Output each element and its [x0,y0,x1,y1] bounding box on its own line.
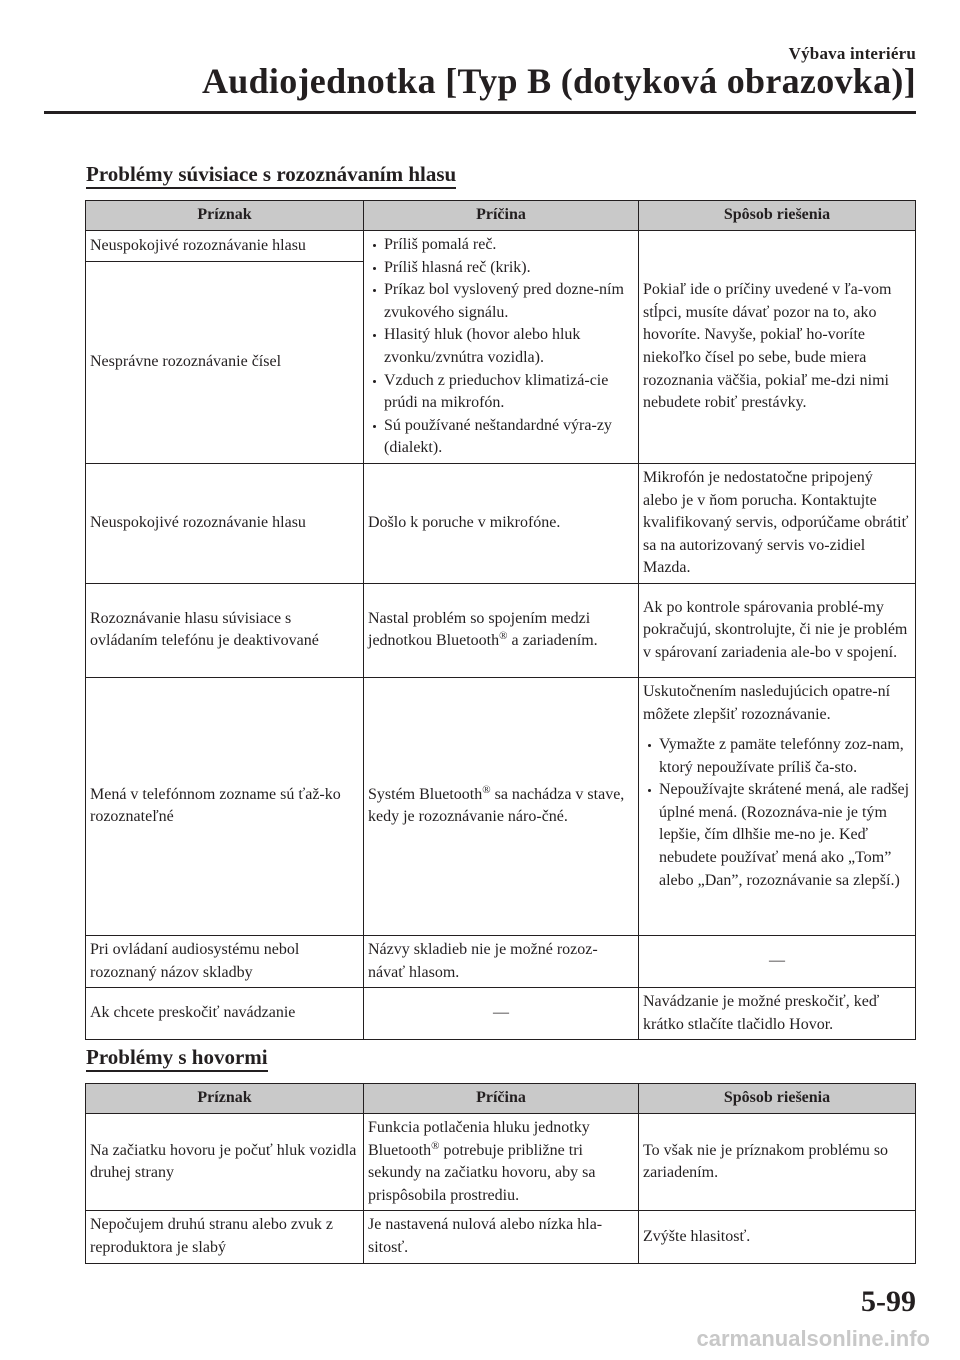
cause-text: Funkcia potlačenia hluku jednotky Bluetooth [368,1119,590,1159]
cause-list [368,234,634,460]
symptom-cell: Nepočujem druhú stranu alebo zvuk z reproduktora je slabý [86,1211,364,1263]
table-row [86,935,916,987]
table-header-row [86,1084,916,1114]
cause-cell: Došlo k poruche v mikrofóne. [364,463,639,583]
column-header-solution: Spôsob riešenia [639,201,916,231]
solution-cell: Mikrofón je nedostatočne pripojený alebo je v ňom porucha. Kontaktujte kvalifikovaný servis, odporúčame obrátiť sa na autorizovaný servis vo-zidiel Mazda. [639,463,916,583]
symptom-cell: Mená v telefónnom zozname sú ťaž-ko rozoznateľné [86,677,364,935]
cause-cell: Je nastavená nulová alebo nízka hla-sitosť. [364,1211,639,1263]
table-row [86,988,916,1040]
solution-cell: — [639,935,916,987]
cause-text-end: potrebuje približne tri sekundy na začiatku hovoru, aby sa prispôsobila prostrediu. [368,1141,596,1204]
list-item: Vymažte z pamäte telefónny zoz-nam, ktorý nepoužívate príliš ča-sto. [643,734,911,779]
list-item: Sú používané neštandardné výra-zy (dialekt). [368,415,634,460]
solution-cell: Ak po kontrole spárovania problé-my pokračujú, skontrolujte, či nie je problém v spárovaní zariadenia ale-bo v spojení. [639,583,916,677]
page-title: Audiojednotka [Typ B (dotyková obrazovka)] [201,61,916,101]
solution-cell [639,677,916,935]
page-number: 5-99 [861,1285,916,1318]
symptom-cell: Neuspokojivé rozoznávanie hlasu [86,231,364,262]
table-row [86,463,916,583]
solution-cell: Navádzanie je možné preskočiť, keď krátko stlačíte tlačidlo Hovor. [639,988,916,1040]
voice-problems-table [85,200,916,1040]
cause-text-end: a zariadením. [507,632,598,650]
column-header-solution: Spôsob riešenia [639,1084,916,1114]
calls-section-heading: Problémy s hovormi [86,1044,268,1072]
table-row [86,1211,916,1263]
voice-section-heading: Problémy súvisiace s rozoznávaním hlasu [86,161,456,189]
solution-intro: Uskutočnením nasledujúcich opatre-ní môžete zlepšiť rozoznávanie. [643,682,891,723]
table-row [86,1114,916,1211]
symptom-cell: Na začiatku hovoru je počuť hluk vozidla druhej strany [86,1114,364,1211]
symptom-cell: Neuspokojivé rozoznávanie hlasu [86,463,364,583]
cause-text: Nastal problém so spojením medzi jednotkou Bluetooth [368,609,591,650]
symptom-cell: Rozoznávanie hlasu súvisiace s ovládaním telefónu je deaktivované [86,583,364,677]
watermark: carmanualsonline.info [696,1326,930,1351]
header-rule [44,111,916,114]
table-header-row [86,201,916,231]
table-row [86,677,916,935]
list-item: Príliš hlasná reč (krik). [368,257,634,280]
column-header-cause: Príčina [364,201,639,231]
list-item: Vzduch z prieduchov klimatizá-cie prúdi na mikrofón. [368,370,634,415]
registered-mark: ® [431,1139,440,1152]
section-label: Výbava interiéru [788,44,916,63]
solution-cell: To však nie je príznakom problému so zariadením. [639,1114,916,1211]
solution-cell: Pokiaľ ide o príčiny uvedené v ľa-vom stĺpci, musíte dávať pozor na to, ako hovoríte. Navyše, pokiaľ ho-voríte niekoľko čísel po sebe, bude miera rozoznania väčšia, pokiaľ me-dzi nimi nebudete robiť prestávky. [639,231,916,464]
cause-text: Systém Bluetooth [368,785,483,803]
cause-text-end: sa nachádza v stave, kedy je rozoznávanie náro-čné. [368,785,625,826]
list-item: Príkaz bol vyslovený pred dozne-ním zvukového signálu. [368,279,634,324]
symptom-cell: Pri ovládaní audiosystému nebol rozoznaný názov skladby [86,935,364,987]
symptom-cell: Ak chcete preskočiť navádzanie [86,988,364,1040]
solution-list [643,734,911,892]
column-header-symptom: Príznak [86,201,364,231]
cause-cell: Názvy skladieb nie je možné rozoz-návať hlasom. [364,935,639,987]
list-item: Nepoužívajte skrátené mená, ale radšej úplné mená. (Rozoznáva-nie je tým lepšie, čím dlhšie me-no je. Keď nebudete používať mená ako „Tom” alebo „Dan”, rozoznávanie sa zlepší.) [643,779,911,892]
call-problems-table [85,1083,916,1264]
symptom-cell: Nesprávne rozoznávanie čísel [86,261,364,463]
cause-cell [364,677,639,935]
table-row [86,231,916,262]
registered-mark: ® [482,783,491,796]
cause-cell [364,583,639,677]
column-header-symptom: Príznak [86,1084,364,1114]
list-item: Príliš pomalá reč. [368,234,634,257]
cause-cell: — [364,988,639,1040]
column-header-cause: Príčina [364,1084,639,1114]
solution-cell: Zvýšte hlasitosť. [639,1211,916,1263]
registered-mark: ® [499,630,508,643]
list-item: Hlasitý hluk (hovor alebo hluk zvonku/zvnútra vozidla). [368,324,634,369]
cause-cell [364,1114,639,1211]
cause-cell [364,231,639,464]
table-row [86,583,916,677]
